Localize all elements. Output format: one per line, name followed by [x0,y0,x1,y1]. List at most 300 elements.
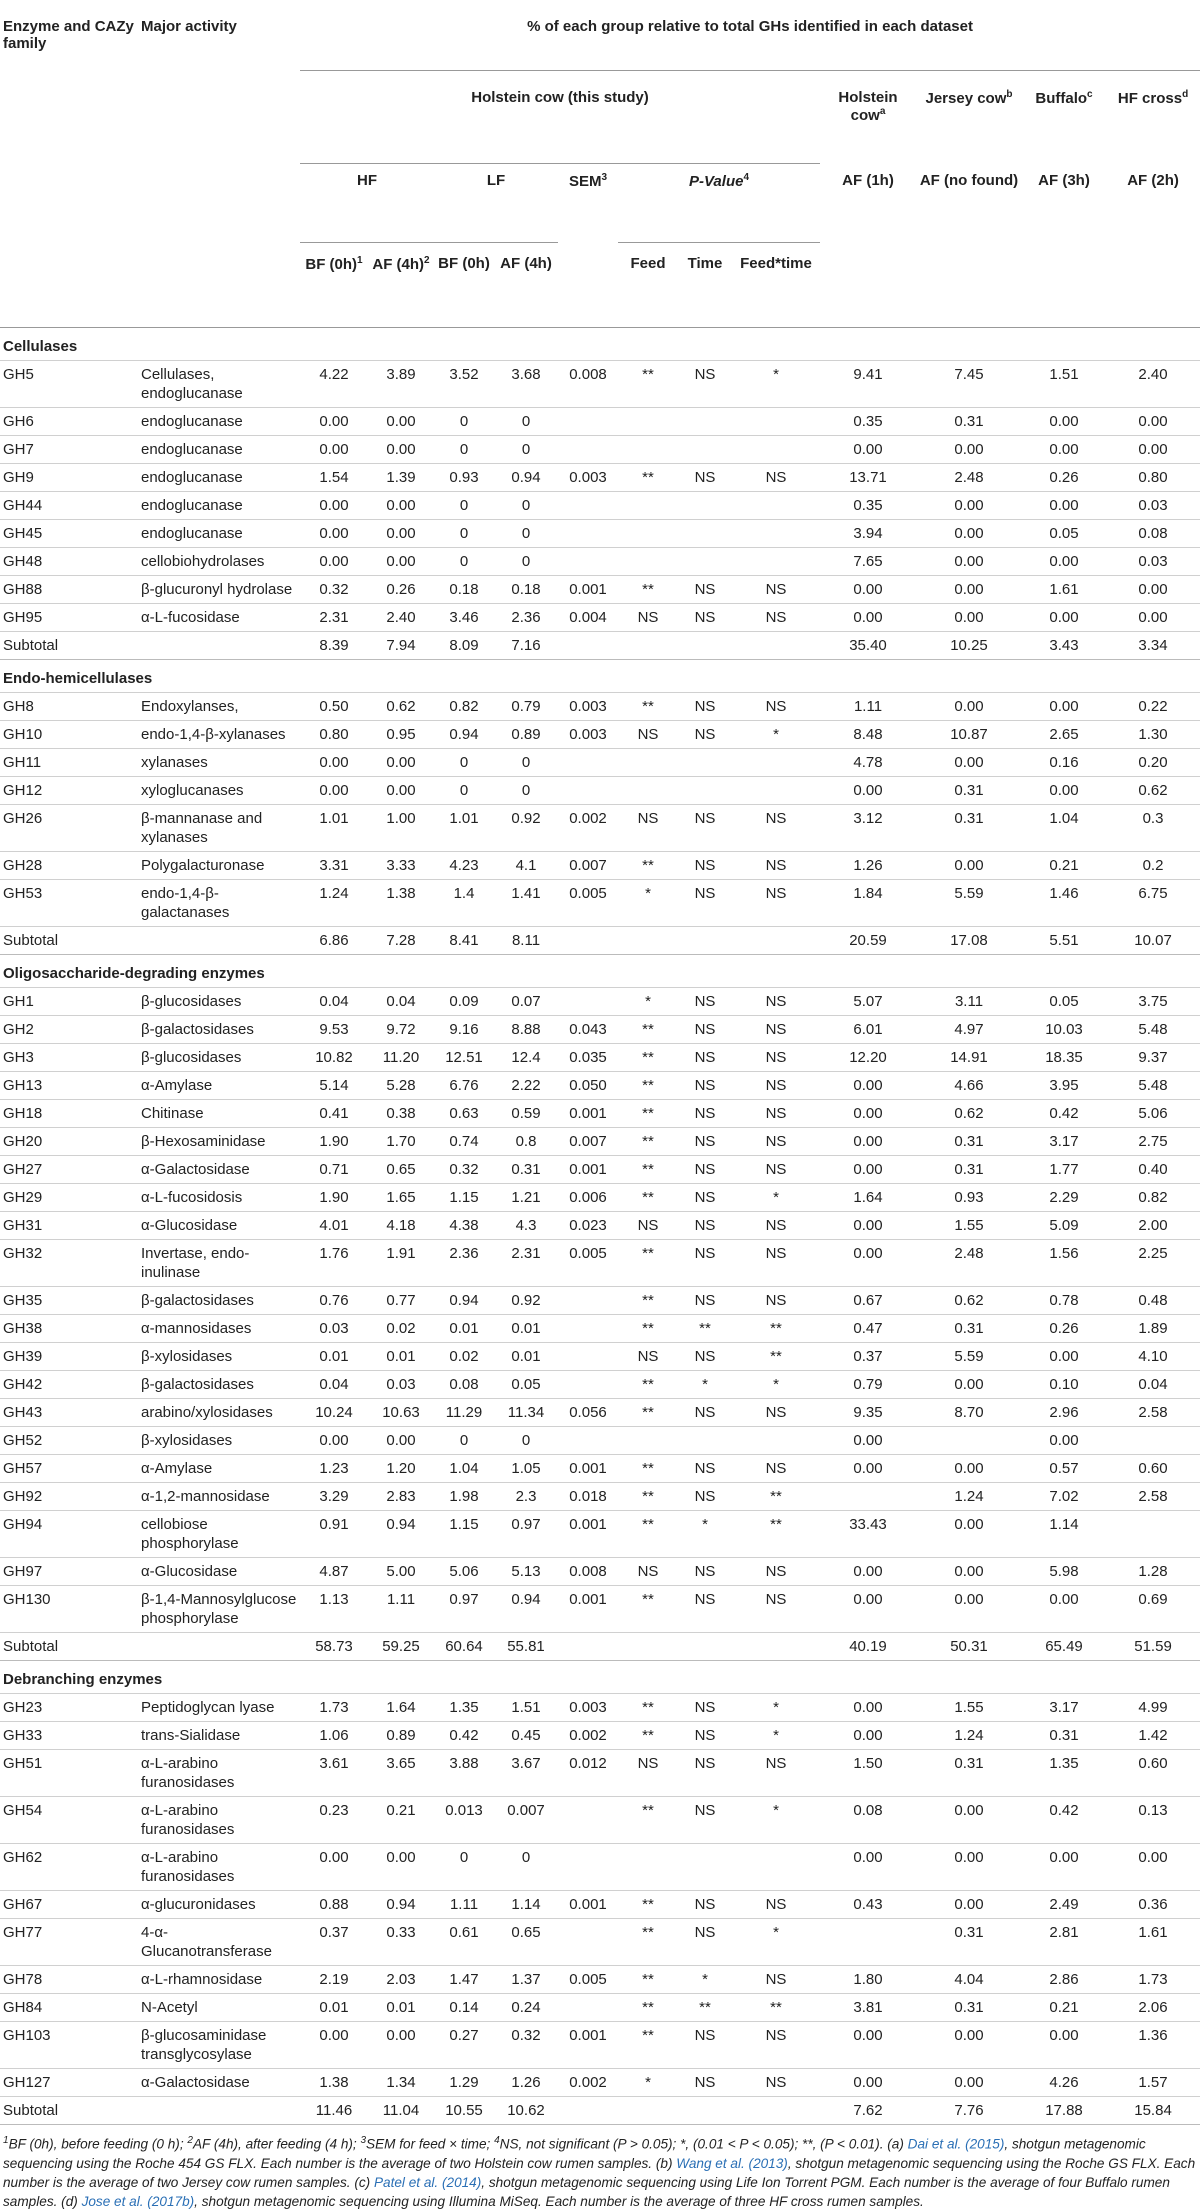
value-cell: NS [694,1404,716,1421]
family-cell: GH11 [3,754,42,771]
value-cell: NS [694,581,716,598]
value-cell: NS [765,857,787,874]
value-cell: 0.02 [449,1348,479,1365]
value-cell [820,1919,916,1966]
value-cell: 0.79 [511,698,541,715]
value-cell: NS [694,993,716,1010]
value-cell: 8.39 [300,632,368,660]
value-cell: 0.00 [853,1460,883,1477]
value-cell: 3.95 [1049,1077,1079,1094]
value-cell: NS [765,1971,787,1988]
value-cell: 1.21 [511,1189,541,1206]
activity-cell: cellobiohydrolases [141,553,265,570]
value-cell: 0.50 [319,698,349,715]
activity-cell: Invertase, endo-inulinase [141,1245,250,1281]
value-cell: 0.14 [449,1999,479,2016]
value-cell: 0.18 [511,581,541,598]
table-footnotes: $^1$BF (0h), before feeding (0 h); $^2$AF (4h), after feeding (4 h); $^3$SEM for feed × time; $^4$NS, not significant (P > 0.05); *, (0.01 < P < 0.05); **, (P < 0.01). (a) Dai et al. (2015), shotgun metagenomic sequencing using the Roche 454 GS FLX. Each number is the average of two Holstein cow rumen samples. (b) Wang et al. (2013), shotgun metagenomic sequencing using the Roche GS FLX. Each number is the average of two Jersey cow rumen samples. (c) Patel et al. (2014), shotgun metagenomic sequencing using Life Ion Torrent PGM. Each number is the average of four Buffalo rumen samples. (d) Jose et al. (2017b), shotgun metagenomic sequencing using Illumina MiSeq. Each number is the average of three HF cross rumen samples. [3,2135,1196,2209]
value-cell: 1.15 [449,1189,479,1206]
value-cell: 0.00 [386,525,416,542]
value-cell: NS [694,2027,716,2044]
value-cell: 0.65 [511,1924,541,1941]
value-cell: 1.64 [386,1699,416,1716]
value-cell: 7.94 [368,632,434,660]
header-afnf: AF (no found) [919,171,1019,189]
activity-cell: α-Galactosidase [141,1161,250,1178]
family-cell: GH43 [3,1404,43,1421]
value-cell [618,749,678,777]
value-cell: 6.01 [853,1021,883,1038]
ref-link-a[interactable]: Dai et al. (2015) [907,2136,1005,2152]
value-cell: 0.00 [1049,413,1079,430]
activity-cell: endo-1,4-β-galactanases [141,885,230,921]
value-cell: 1.47 [449,1971,479,1988]
value-cell: 0.05 [1049,525,1079,542]
value-cell: 0.09 [449,993,479,1010]
value-cell: ** [642,1404,654,1421]
value-cell: 0 [459,754,469,771]
value-cell: 20.59 [820,927,916,955]
value-cell: 0.003 [569,1699,607,1716]
value-cell: 3.81 [853,1999,883,2016]
value-cell [732,2097,820,2125]
ref-link-b[interactable]: Wang et al. (2013) [676,2155,788,2171]
value-cell: ** [642,1516,654,1533]
family-cell: GH5 [3,366,34,383]
value-cell: 7.02 [1049,1488,1079,1505]
family-cell: GH103 [3,2027,51,2044]
value-cell: 0.00 [954,754,984,771]
value-cell: 0.33 [386,1924,416,1941]
value-cell: 0.91 [319,1516,349,1533]
table-row [0,1483,1200,1511]
activity-cell: β-Hexosaminidase [141,1133,266,1150]
value-cell: NS [637,1348,659,1365]
value-cell: 1.01 [449,810,479,827]
value-cell: 0.31 [954,1133,984,1150]
value-cell: 2.31 [319,609,349,626]
table-header [0,0,1200,328]
value-cell: 0.80 [1138,469,1168,486]
table-row [0,1044,1200,1072]
value-cell: * [645,993,651,1010]
activity-cell: N-Acetyl [141,1999,198,2016]
activity-cell: β-galactosidases [141,1292,254,1309]
value-cell: 0.007 [507,1802,545,1819]
value-cell [678,548,732,576]
value-cell: ** [642,1320,654,1337]
value-cell: 0.00 [853,609,883,626]
value-cell: 0.05 [1049,993,1079,1010]
value-cell: NS [694,1348,716,1365]
value-cell: 5.07 [853,993,883,1010]
value-cell: 1.55 [954,1699,984,1716]
table-row [0,1722,1200,1750]
value-cell: 11.29 [445,1404,483,1421]
activity-cell: Cellulases, endoglucanase [141,366,243,402]
value-cell [558,1797,618,1844]
value-cell: 0.00 [1049,553,1079,570]
header-af2h: AF (2h) [1127,171,1179,189]
value-cell: 1.14 [511,1896,541,1913]
value-cell: ** [642,1971,654,1988]
activity-cell: β-glucosidases [141,993,242,1010]
value-cell: 1.11 [386,1591,416,1608]
value-cell: NS [694,726,716,743]
ref-link-c[interactable]: Patel et al. (2014) [373,2174,482,2190]
value-cell: 0.00 [954,1516,984,1533]
value-cell: NS [694,1563,716,1580]
value-cell: NS [637,609,659,626]
value-cell: 0.00 [1049,1591,1079,1608]
family-cell: GH77 [3,1924,43,1941]
table-row [0,1016,1200,1044]
value-cell: 12.20 [849,1049,887,1066]
value-cell: 0 [459,553,469,570]
value-cell: 0.00 [954,857,984,874]
table-row [0,1371,1200,1399]
value-cell: 0.26 [1049,1320,1079,1337]
value-cell: 0 [521,1432,531,1449]
value-cell: NS [637,1563,659,1580]
value-cell: 0.01 [449,1320,479,1337]
value-cell: 4.66 [954,1077,984,1094]
value-cell: ** [770,1320,782,1337]
value-cell: 1.38 [319,2074,349,2091]
value-cell [618,492,678,520]
value-cell: 0.00 [319,1432,349,1449]
value-cell: 0.00 [853,1161,883,1178]
value-cell: 0.00 [954,553,984,570]
activity-cell: α-L-arabino furanosidases [141,1849,235,1885]
value-cell: 0.001 [569,1161,607,1178]
value-cell: 0.00 [954,2074,984,2091]
value-cell: 0.80 [319,726,349,743]
value-cell: 8.70 [954,1404,984,1421]
value-cell: 1.70 [386,1133,416,1150]
value-cell: 0.61 [449,1924,479,1941]
value-cell: 10.25 [916,632,1022,660]
value-cell: 10.87 [950,726,988,743]
activity-cell: β-1,4-Mannosylglucose phosphorylase [141,1591,297,1627]
value-cell: ** [699,1999,711,2016]
header-hf-bf: BF $(0h)^1$ [300,243,368,328]
value-cell: ** [770,1516,782,1533]
value-cell: 8.88 [511,1021,541,1038]
value-cell [558,927,618,955]
value-cell: 1.42 [1138,1727,1168,1744]
activity-cell: endoglucanase [141,441,243,458]
value-cell: NS [694,857,716,874]
value-cell: 0.21 [1049,1999,1079,2016]
table-row [0,2069,1200,2097]
value-cell: 0.95 [386,726,416,743]
activity-cell: Peptidoglycan lyase [141,1699,275,1716]
value-cell: NS [694,1189,716,1206]
value-cell: NS [765,1591,787,1608]
activity-cell: β-xylosidases [141,1348,233,1365]
value-cell: 0.94 [386,1516,416,1533]
value-cell: 65.49 [1022,1633,1106,1661]
activity-cell: β-glucuronyl hydrolase [141,581,293,598]
ref-link-d[interactable]: Jose et al. (2017b) [81,2193,195,2209]
value-cell: 0.31 [954,1755,984,1772]
activity-cell: endoglucanase [141,525,243,542]
value-cell: 0.40 [1138,1161,1168,1178]
family-cell: GH130 [3,1591,51,1608]
value-cell: 1.76 [319,1245,349,1262]
value-cell: 0.88 [319,1896,349,1913]
value-cell: 9.16 [449,1021,479,1038]
value-cell: 1.51 [1049,366,1079,383]
value-cell [678,408,732,436]
value-cell: 0.003 [569,469,607,486]
value-cell: 0.00 [853,2027,883,2044]
value-cell: 33.43 [849,1516,887,1533]
value-cell: 0.00 [954,1849,984,1866]
activity-cell: arabino/xylosidases [141,1404,273,1421]
header-empty [820,243,916,328]
value-cell: 0.001 [569,1460,607,1477]
value-cell: 0.08 [853,1802,883,1819]
value-cell [558,520,618,548]
value-cell: * [645,2074,651,2091]
value-cell [558,1633,618,1661]
value-cell: 5.59 [954,885,984,902]
table-row [0,1558,1200,1586]
value-cell: 0.78 [1049,1292,1079,1309]
value-cell: 0.004 [569,609,607,626]
value-cell: 1.55 [954,1217,984,1234]
section-header [0,660,1200,693]
header-empty [916,243,1022,328]
value-cell: 59.25 [368,1633,434,1661]
value-cell: 0 [521,782,531,799]
value-cell: 0.006 [569,1189,607,1206]
activity-cell: α-L-rhamnosidase [141,1971,263,1988]
value-cell: 50.31 [916,1633,1022,1661]
value-cell: 0.00 [853,1245,883,1262]
family-cell: GH33 [3,1727,43,1744]
header-hf: HF [300,164,434,243]
activity-cell: β-glucosaminidase transglycosylase [141,2027,267,2063]
table-body [0,328,1200,2125]
value-cell: 9.53 [319,1021,349,1038]
value-cell: 0.32 [319,581,349,598]
value-cell: NS [765,1077,787,1094]
value-cell: 10.62 [494,2097,558,2125]
value-cell: 7.16 [494,632,558,660]
family-cell: GH1 [3,993,34,1010]
value-cell: 0.10 [1049,1376,1079,1393]
value-cell: 1.56 [1049,1245,1079,1262]
value-cell: 0.00 [954,2027,984,2044]
value-cell: 8.41 [434,927,494,955]
value-cell: 0.31 [1049,1727,1079,1744]
value-cell: 0.31 [954,1320,984,1337]
value-cell: 2.00 [1138,1217,1168,1234]
family-cell: GH97 [3,1563,43,1580]
table-row [0,576,1200,604]
header-hf-af: AF $(4h)^2$ [368,243,434,328]
value-cell: NS [694,1488,716,1505]
value-cell: 0.08 [449,1376,479,1393]
value-cell: 0.00 [954,1376,984,1393]
value-cell: 0.00 [853,1563,883,1580]
value-cell: 0.00 [853,1849,883,1866]
value-cell: 7.28 [368,927,434,955]
value-cell: NS [637,810,659,827]
value-cell: 0.001 [569,581,607,598]
value-cell: NS [765,1049,787,1066]
value-cell: 2.06 [1138,1999,1168,2016]
section-header [0,1661,1200,1694]
value-cell: 0.92 [511,1292,541,1309]
value-cell: 2.36 [511,609,541,626]
value-cell: 0.62 [386,698,416,715]
value-cell: 0 [459,441,469,458]
value-cell: 0.71 [319,1161,349,1178]
value-cell: 0.32 [511,2027,541,2044]
value-cell: 0.01 [319,1348,349,1365]
table-row [0,1212,1200,1240]
value-cell: 1.37 [511,1971,541,1988]
table-row [0,1315,1200,1343]
value-cell [1106,1427,1200,1455]
value-cell: 1.90 [319,1189,349,1206]
family-cell: GH9 [3,469,34,486]
value-cell: 0.82 [1138,1189,1168,1206]
value-cell: NS [694,1727,716,1744]
value-cell: 3.88 [449,1755,479,1772]
value-cell: 0.008 [569,366,607,383]
value-cell: 0.97 [511,1516,541,1533]
value-cell: 0.00 [1049,609,1079,626]
table-row [0,1694,1200,1722]
activity-cell: α-1,2-mannosidase [141,1488,270,1505]
value-cell: 1.35 [449,1699,479,1716]
value-cell: 0 [459,413,469,430]
table-row [0,777,1200,805]
value-cell: 2.40 [386,609,416,626]
value-cell: ** [642,1999,654,2016]
value-cell: 0 [521,553,531,570]
value-cell: 9.35 [853,1404,883,1421]
table-row [0,436,1200,464]
activity-cell: endoglucanase [141,413,243,430]
value-cell: 0.43 [853,1896,883,1913]
value-cell: 0.00 [1138,1849,1168,1866]
value-cell: 0.00 [1049,782,1079,799]
table-row [0,880,1200,927]
value-cell: 0.00 [386,413,416,430]
value-cell: 0.00 [1049,497,1079,514]
value-cell [558,988,618,1016]
value-cell: NS [765,1563,787,1580]
activity-cell: Chitinase [141,1105,204,1122]
value-cell: 0.01 [511,1348,541,1365]
value-cell: 0 [459,497,469,514]
value-cell [618,777,678,805]
value-cell: ** [642,1245,654,1262]
activity-cell: cellobiose phosphorylase [141,1516,239,1552]
value-cell: 2.83 [386,1488,416,1505]
value-cell: NS [765,1105,787,1122]
value-cell: 1.46 [1049,885,1079,902]
value-cell: 0.01 [511,1320,541,1337]
value-cell: 0.00 [954,1896,984,1913]
value-cell: 18.35 [1045,1049,1083,1066]
value-cell: 60.64 [434,1633,494,1661]
value-cell: 0.023 [569,1217,607,1234]
header-holstein-a: Holstein cow$^a$ [838,89,898,124]
section-title: Debranching enzymes [3,1671,163,1688]
table-row [0,1966,1200,1994]
value-cell: 3.94 [853,525,883,542]
value-cell [558,2097,618,2125]
value-cell: 8.48 [853,726,883,743]
activity-cell [138,2097,300,2125]
value-cell: 10.07 [1106,927,1200,955]
value-cell [820,1483,916,1511]
family-cell: GH18 [3,1105,43,1122]
value-cell: * [773,1376,779,1393]
value-cell: * [773,726,779,743]
activity-cell: α-Amylase [141,1460,213,1477]
value-cell: 0.13 [1138,1802,1168,1819]
value-cell: 0.37 [319,1924,349,1941]
activity-cell: β-galactosidases [141,1021,254,1038]
section-header [0,955,1200,988]
value-cell: 1.23 [319,1460,349,1477]
value-cell: 0.77 [386,1292,416,1309]
value-cell: 4.99 [1138,1699,1168,1716]
value-cell: 0.45 [511,1727,541,1744]
value-cell: 0.31 [511,1161,541,1178]
value-cell: 11.46 [300,2097,368,2125]
family-cell: GH38 [3,1320,43,1337]
value-cell: 6.76 [449,1077,479,1094]
family-cell: GH44 [3,497,43,514]
family-cell: GH48 [3,553,43,570]
value-cell: 0.48 [1138,1292,1168,1309]
value-cell: NS [694,1217,716,1234]
value-cell: 3.46 [449,609,479,626]
activity-cell: Endoxylanses, [141,698,239,715]
subtotal-row [0,1633,1200,1661]
activity-cell: endo-1,4-β-xylanases [141,726,286,743]
value-cell: 17.08 [916,927,1022,955]
value-cell: 6.75 [1138,885,1168,902]
family-cell: GH62 [3,1849,43,1866]
value-cell: 0.001 [569,1516,607,1533]
value-cell [618,927,678,955]
value-cell: 2.49 [1049,1896,1079,1913]
value-cell [678,1427,732,1455]
value-cell: NS [694,1460,716,1477]
value-cell: 3.17 [1049,1699,1079,1716]
value-cell [732,632,820,660]
value-cell: ** [642,1699,654,1716]
value-cell: 0.04 [1138,1376,1168,1393]
table-row [0,492,1200,520]
value-cell: 4.3 [515,1217,537,1234]
value-cell: 10.63 [382,1404,420,1421]
family-cell: Subtotal [0,632,138,660]
value-cell [558,408,618,436]
activity-cell: α-mannosidases [141,1320,252,1337]
value-cell: * [773,1802,779,1819]
